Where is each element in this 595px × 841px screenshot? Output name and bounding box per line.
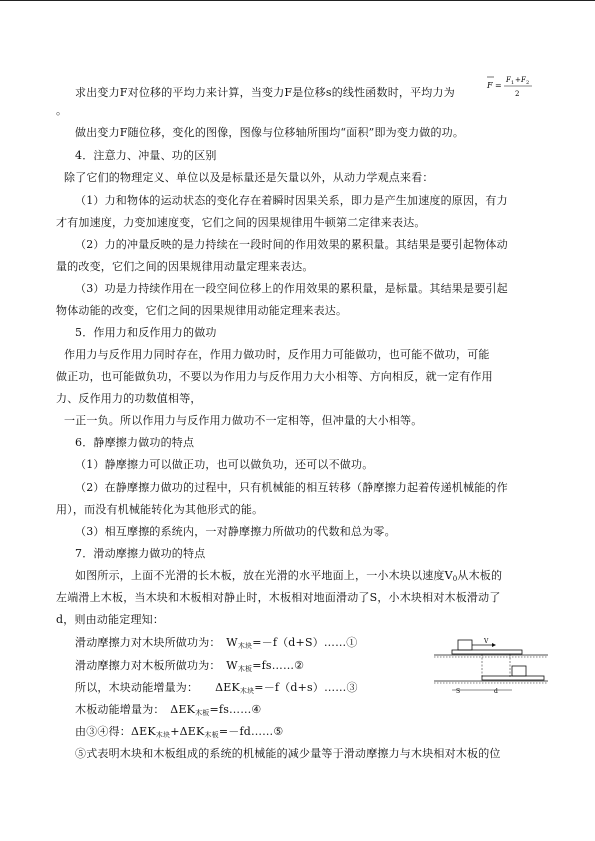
heading-7: 7．滑动摩擦力做功的特点 [75, 547, 206, 560]
label-v: V [484, 638, 489, 645]
text-line-9: 量的改变，它们之间的因果规律用动量定理来表达。 [56, 260, 314, 273]
equation-1: 滑动摩擦力对木块所做功为： $W_{木块}=-f(d+S)\dots\dots ①$ [75, 636, 358, 650]
formula-den: 2 [515, 90, 520, 98]
equation-5: 由③④得：$\Delta EK_{木块}+\Delta EK_{木板}=-fd\dots\dots ⑤$ [75, 725, 284, 739]
text-line-25: d，则由动能定理知： [56, 613, 165, 626]
formula-num-b: F [521, 76, 526, 84]
text-line-10: （3）功是力持续作用在一段空间位移上的作用效果的累积量，是标量。其结果是要引起 [75, 282, 508, 295]
equation-2: 滑动摩擦力对木板所做功为： $W_{木板}=fs\dots\dots ②$ [75, 659, 305, 673]
formula-lhs: F [487, 81, 493, 90]
formula-num-a: F [506, 76, 511, 84]
average-force-formula [484, 68, 544, 100]
text-line-last: ⑤式表明木块和木板组成的系统的机械能的减少量等于滑动摩擦力与木块相对木板的位 [75, 747, 501, 760]
block-initial [458, 640, 472, 650]
block-final [512, 666, 526, 676]
equation-4: 木板动能增量为： $\Delta EK_{木板}=fs\dots\dots ④$ [75, 703, 262, 717]
board-final [482, 676, 544, 680]
text-line-11: 物体动能的改变，它们之间的因果规律用动能定理来表达。 [56, 304, 348, 317]
text-line-23-tail: 从木板的 [457, 569, 503, 582]
formula-eq: = [495, 81, 502, 90]
v0-subscript: 0 [452, 575, 458, 583]
text-line-16: 一正一负。所以作用力与反作用力做功不一定相等，但冲量的大小相等。 [64, 414, 423, 427]
text-line-15: 力、反作用力的功数值相等， [56, 392, 202, 405]
heading-6: 6．静摩擦力做功的特点 [75, 436, 195, 449]
text-line-20: 用），而没有机械能转化为其他形式的能。 [56, 503, 264, 516]
equation-3: 所以，木块动能增量为： $\Delta EK_{木块}=-f(d+s)\dots\dots ③$ [75, 681, 358, 695]
text-line-21: （3）相互摩擦的系统内，一对静摩擦力所做功的代数和总为零。 [75, 525, 396, 538]
board-initial [452, 650, 522, 654]
label-d: d [494, 688, 498, 695]
label-s: S [456, 688, 461, 695]
text-line-3: 做出变力F随位移，变化的图像，图像与位移轴所围均“面积”即为变力做的功。 [75, 126, 465, 139]
text-line-14: 做正功，也可能做负功，不要以为作用力与反作用力大小相等、方向相反，就一定有作用 [56, 370, 493, 383]
text-line-19: （2）在静摩擦力做功的过程中，只有机械能的相互转移（静摩擦力起着传递机械能的作 [75, 481, 508, 494]
sliding-block-diagram [432, 634, 550, 698]
text-line-7: 才有加速度，力变加速度变，它们之间的因果规律用牛顿第二定律来表达。 [56, 216, 426, 229]
text-line-2: 。 [56, 104, 68, 117]
formula-num-b-sub: 2 [526, 80, 530, 86]
text-line-23 [75, 569, 502, 586]
text-line-1: 求出变力F对位移的平均力来计算，当变力F是位移s的线性函数时，平均力为 [75, 86, 455, 99]
text-line-6: （1）力和物体的运动状态的变化存在着瞬时因果关系，即力是产生加速度的原因，有力 [75, 194, 508, 207]
formula-plus: + [515, 76, 521, 84]
text-line-13: 作用力与反作用力同时存在，作用力做功时，反作用力可能做功，也可能不做功，可能 [64, 348, 490, 361]
heading-5: 5．作用力和反作用力的做功 [75, 326, 217, 339]
text-line-5: 除了它们的物理定义、单位以及是标量还是矢量以外，从动力学观点来看： [64, 171, 434, 184]
text-line-18: （1）静摩擦力可以做正功，也可以做负功，还可以不做功。 [75, 458, 374, 471]
top-rule [0, 0, 595, 1]
text-line-23-main: 如图所示，上面不光滑的长木板，放在光滑的水平地面上，一小木块以速度V [75, 569, 453, 582]
text-line-8: （2）力的冲量反映的是力持续在一段时间的作用效果的累积量。其结果是要引起物体动 [75, 238, 508, 251]
velocity-arrow-head [492, 643, 496, 647]
text-line-24: 左端滑上木板，当木块和木板相对静止时，木板相对地面滑动了S，小木块相对木板滑动了 [56, 591, 501, 604]
heading-4: 4．注意力、冲量、功的区别 [75, 149, 217, 162]
formula-num-a-sub: 1 [511, 80, 515, 86]
